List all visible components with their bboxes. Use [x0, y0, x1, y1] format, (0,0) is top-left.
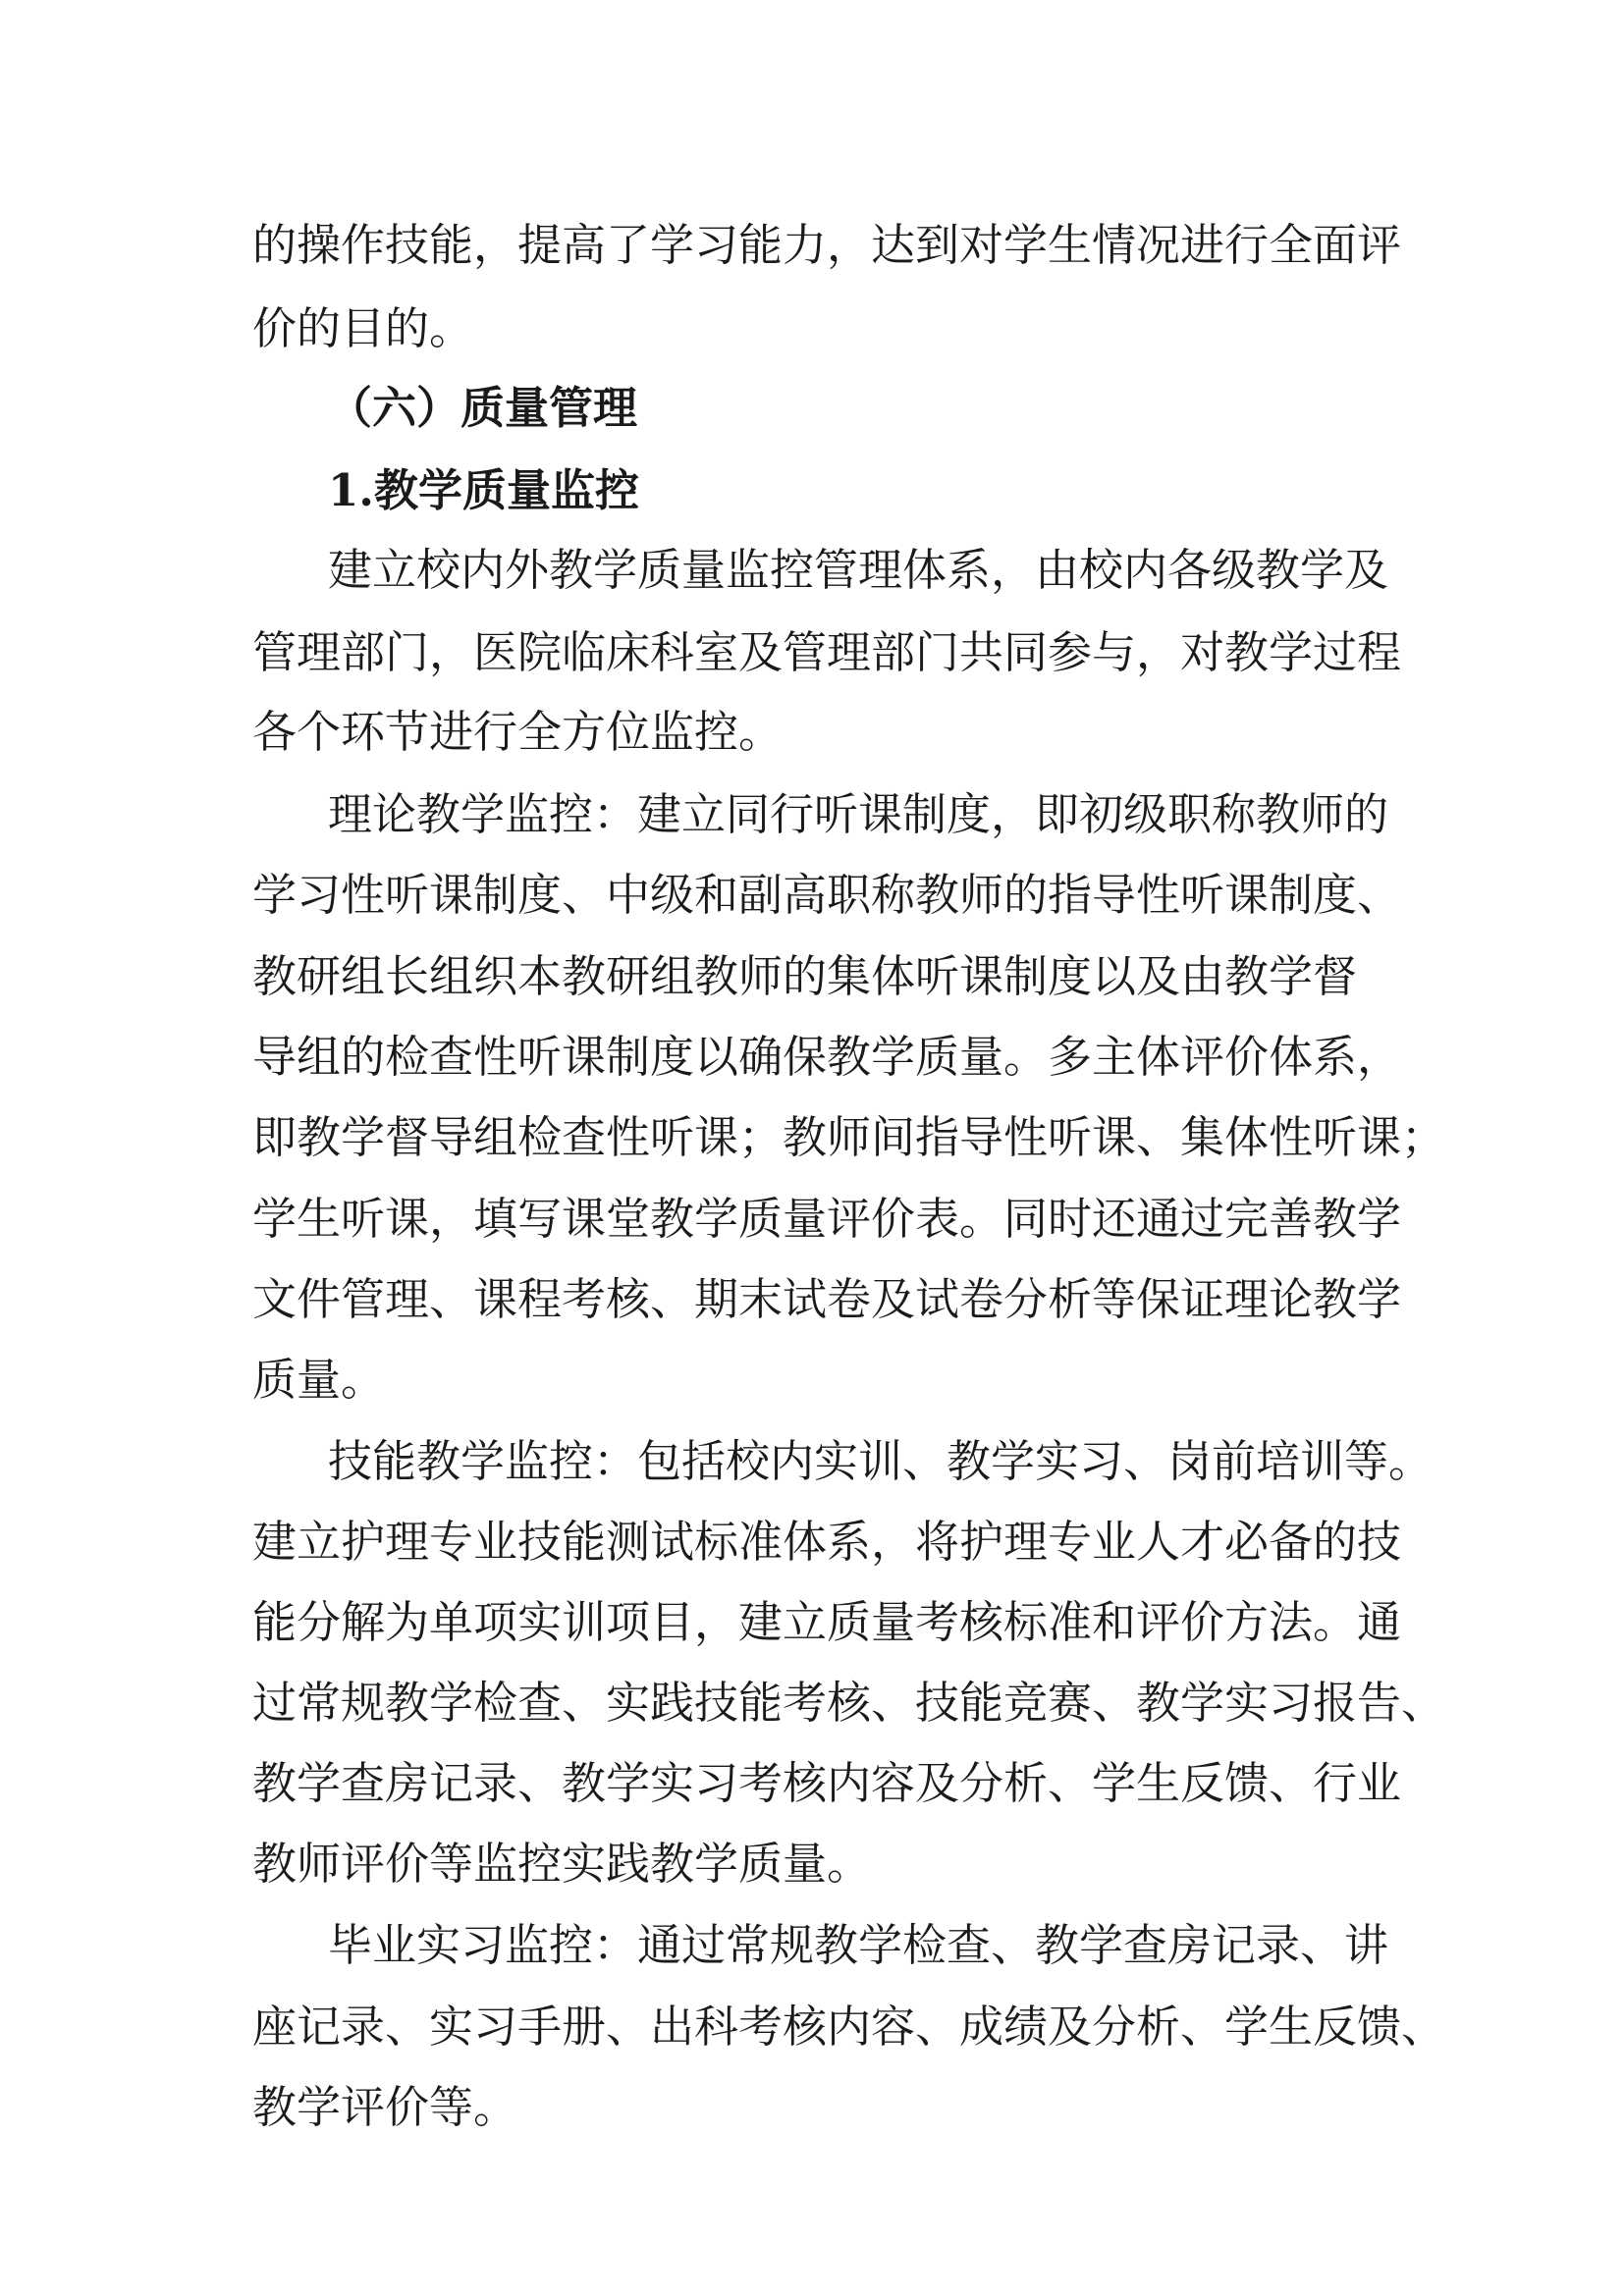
subsection-heading: 1.教学质量监控 [328, 464, 639, 516]
section-heading: （六）质量管理 [328, 382, 638, 434]
paragraph-line: 教研组长组织本教研组教师的集体听课制度以及由教学督 [252, 950, 1358, 1002]
paragraph-line: 价的目的。 [252, 302, 474, 354]
paragraph-line: 教学查房记录、教学实习考核内容及分析、学生反馈、行业 [252, 1757, 1402, 1809]
paragraph-line: 建立校内外教学质量监控管理体系，由校内各级教学及 [328, 544, 1389, 596]
paragraph-line: 技能教学监控：包括校内实训、教学实习、岗前培训等。 [328, 1435, 1434, 1487]
paragraph-line: 理论教学监控：建立同行听课制度，即初级职称教师的 [328, 788, 1389, 840]
paragraph-line: 教师评价等监控实践教学质量。 [252, 1838, 872, 1890]
paragraph-line: 各个环节进行全方位监控。 [252, 706, 784, 758]
paragraph-line: 能分解为单项实训项目，建立质量考核标准和评价方法。通 [252, 1596, 1402, 1648]
paragraph-line: 导组的检查性听课制度以确保教学质量。多主体评价体系， [252, 1031, 1402, 1083]
paragraph-line: 学生听课，填写课堂教学质量评价表。同时还通过完善教学 [252, 1193, 1402, 1245]
paragraph-line: 文件管理、课程考核、期末试卷及试卷分析等保证理论教学 [252, 1273, 1402, 1325]
paragraph-line: 毕业实习监控：通过常规教学检查、教学查房记录、讲 [328, 1919, 1389, 1971]
paragraph-line: 质量。 [252, 1354, 386, 1406]
paragraph-line: 学习性听课制度、中级和副高职称教师的指导性听课制度、 [252, 869, 1402, 921]
paragraph-line: 过常规教学检查、实践技能考核、技能竞赛、教学实习报告、 [252, 1677, 1446, 1729]
paragraph-line: 管理部门，医院临床科室及管理部门共同参与，对教学过程 [252, 626, 1402, 678]
paragraph-line: 教学评价等。 [252, 2081, 518, 2133]
paragraph-line: 即教学督导组检查性听课；教师间指导性听课、集体性听课； [252, 1111, 1446, 1163]
paragraph-line: 座记录、实习手册、出科考核内容、成绩及分析、学生反馈、 [252, 2001, 1446, 2053]
paragraph-line: 建立护理专业技能测试标准体系，将护理专业人才必备的技 [252, 1516, 1402, 1568]
paragraph-line: 的操作技能，提高了学习能力，达到对学生情况进行全面评 [252, 219, 1402, 271]
